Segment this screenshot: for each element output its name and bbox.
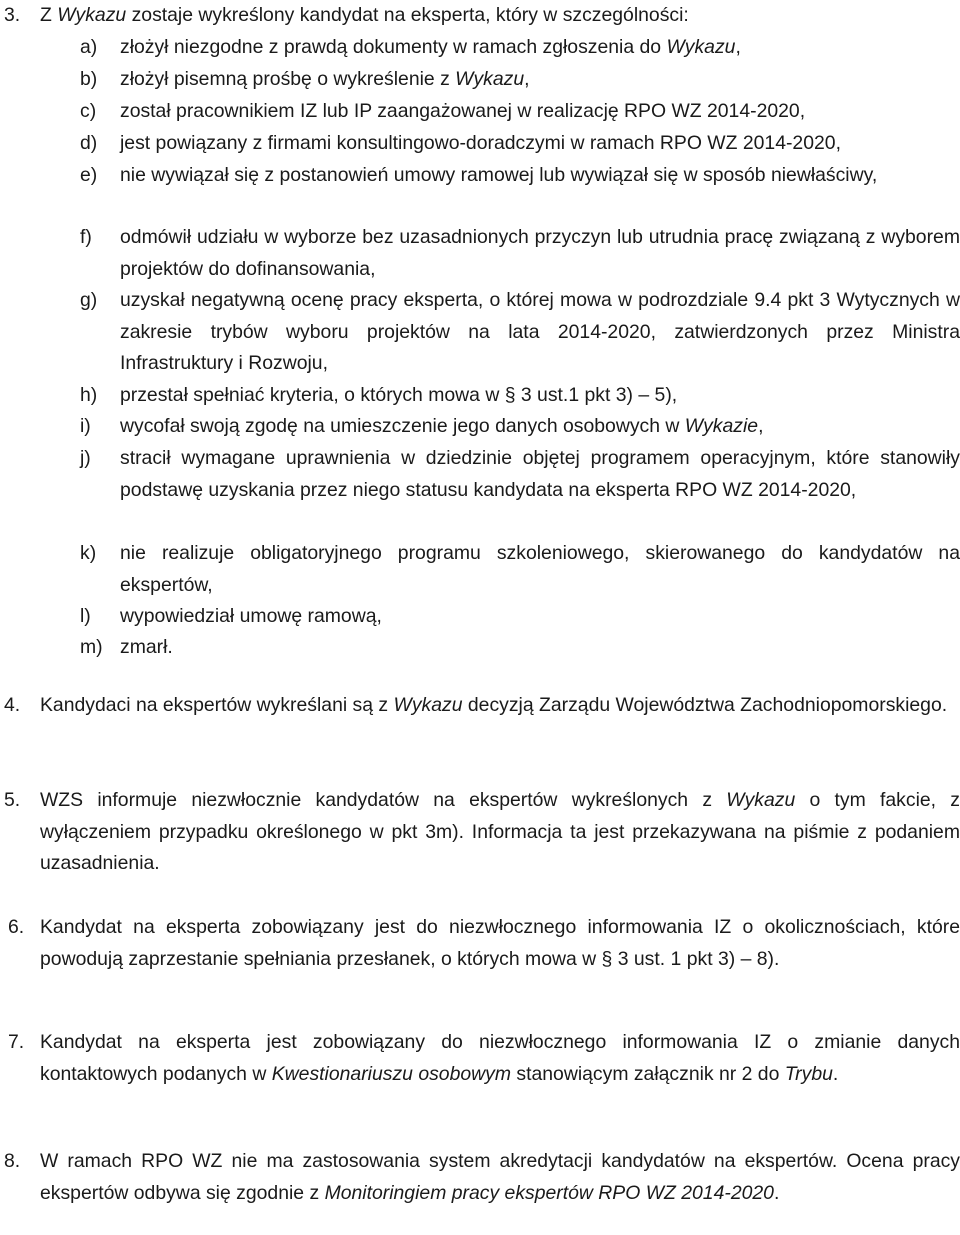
item-text: Kandydaci na ekspertów wykreślani są z Wykazu decyzją Zarządu Województwa Zachodniopomorskiego. [40, 694, 948, 716]
subitem-text: nie realizuje obligatoryjnego programu szkoleniowego, skierowanego do kandydatów na ekspertów, [120, 542, 960, 596]
subitem-letter: i) [80, 415, 91, 437]
subitem-letter: l) [80, 605, 91, 627]
subitem-text: nie wywiązał się z postanowień umowy ramowej lub wywiązał się w sposób niewłaściwy, [120, 164, 878, 186]
subitem-letter: j) [80, 447, 91, 469]
subitem-text: jest powiązany z firmami konsultingowo-doradczymi w ramach RPO WZ 2014-2020, [120, 132, 841, 154]
item-text: WZS informuje niezwłocznie kandydatów na ekspertów wykreślonych z Wykazu o tym fakcie, z wyłączeniem przypadku określonego w pkt 3m). Informacja ta jest przekazywana na piśmie z podaniem uzasadnienia. [40, 789, 960, 875]
subitem-text: został pracownikiem IZ lub IP zaangażowanej w realizację RPO WZ 2014-2020, [120, 100, 806, 122]
subitem-letter: b) [80, 68, 98, 90]
item-text: Kandydat na eksperta zobowiązany jest do niezwłocznego informowania IZ o okolicznościach, które powodują zaprzestanie spełniania przesłanek, o których mowa w § 3 ust. 1 pkt 3) – 8). [40, 916, 960, 970]
subitem-text: uzyskał negatywną ocenę pracy eksperta, o której mowa w podrozdziale 9.4 pkt 3 Wytycznych w zakresie trybów wyboru projektów na lata 2014-2020, zatwierdzonych przez Ministra Infrastruktury i Rozwoju, [120, 289, 960, 375]
subitem-letter: k) [80, 542, 97, 564]
subitem-text: przestał spełniać kryteria, o których mowa w § 3 ust.1 pkt 3) – 5), [120, 384, 678, 406]
subitem-letter: e) [80, 164, 98, 186]
subitem-letter: h) [80, 384, 98, 406]
subitem-letter: m) [80, 636, 103, 658]
subitem-text: odmówił udziału w wyborze bez uzasadnionych przyczyn lub utrudnia pracę związaną z wyborem projektów do dofinansowania, [120, 226, 960, 280]
subitem-letter: a) [80, 36, 98, 58]
item-number: 3. [4, 4, 21, 26]
item-number: 5. [4, 789, 21, 811]
subitem-text: wypowiedział umowę ramową, [120, 605, 382, 627]
item-text: Kandydat na eksperta jest zobowiązany do niezwłocznego informowania IZ o zmianie danych kontaktowych podanych w Kwestionariuszu osobowym stanowiącym załącznik nr 2 do Trybu. [40, 1031, 960, 1085]
subitem-text: stracił wymagane uprawnienia w dziedzinie objętej programem operacyjnym, które stanowiły podstawę uzyskania przez niego statusu kandydata na eksperta RPO WZ 2014-2020, [120, 447, 960, 501]
item-number: 7. [8, 1031, 25, 1053]
subitem-letter: f) [80, 226, 92, 248]
subitem-letter: c) [80, 100, 97, 122]
item-number: 6. [8, 916, 25, 938]
subitem-letter: g) [80, 289, 98, 311]
subitem-letter: d) [80, 132, 98, 154]
item-number: 4. [4, 694, 21, 716]
subitem-text: zmarł. [120, 636, 173, 658]
item-number: 8. [4, 1150, 21, 1172]
subitem-text: złożył pisemną prośbę o wykreślenie z Wykazu, [120, 68, 530, 90]
item-text: Z Wykazu zostaje wykreślony kandydat na eksperta, który w szczególności: [40, 4, 689, 26]
item-text: W ramach RPO WZ nie ma zastosowania system akredytacji kandydatów na ekspertów. Ocena pracy ekspertów odbywa się zgodnie z Monitoringiem pracy ekspertów RPO WZ 2014-2020. [40, 1150, 960, 1204]
subitem-text: złożył niezgodne z prawdą dokumenty w ramach zgłoszenia do Wykazu, [120, 36, 741, 58]
subitem-text: wycofał swoją zgodę na umieszczenie jego danych osobowych w Wykazie, [120, 415, 764, 437]
